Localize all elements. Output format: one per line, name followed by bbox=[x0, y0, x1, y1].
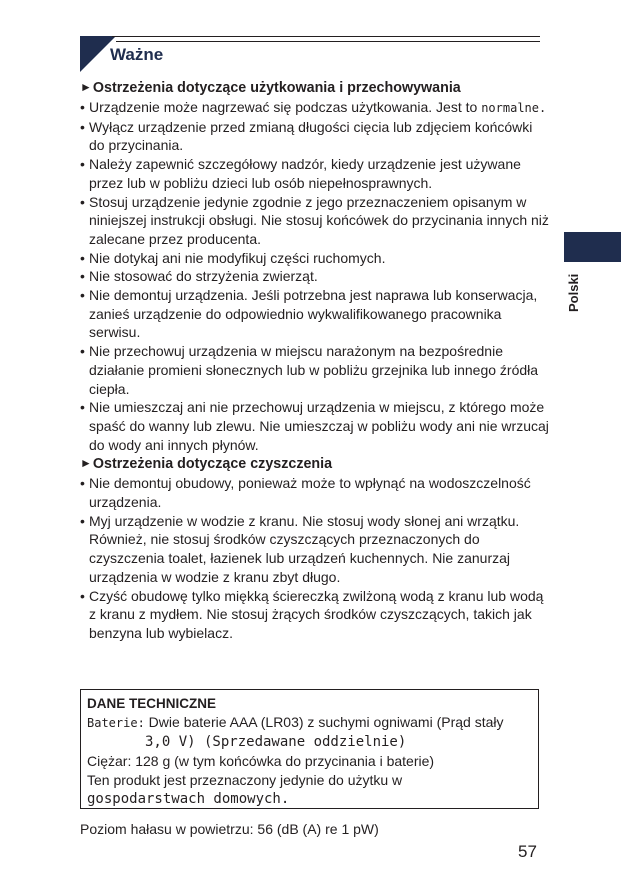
noise-level: Poziom hałasu w powietrzu: 56 (dB (A) re 1 pW) bbox=[80, 821, 379, 837]
list-item: • Nie stosować do strzyżenia zwierząt. bbox=[80, 267, 550, 286]
specs-battery-cont: 3,0 V) (Sprzedawane oddzielnie) bbox=[145, 734, 407, 750]
section-heading-text: Ostrzeżenia dotyczące czyszczenia bbox=[92, 456, 333, 473]
list-item: • Nie demontuj urządzenia. Jeśli potrzebna jest naprawa lub konserwacja, zanieś urządzenie do odpowiednio wykwalifikowanego pracownika serwisu. bbox=[80, 286, 550, 342]
specs-battery-value: Dwie baterie AAA (LR03) z suchymi ogniwami (Prąd stały bbox=[144, 714, 504, 730]
list-item: • Nie umieszczaj ani nie przechowuj urządzenia w miejscu, z którego może spaść do wanny lub zlewu. Nie umieszczaj w pobliżu wody ani nie wrzucaj do wody ani innych płynów. bbox=[80, 398, 550, 454]
list-item bbox=[80, 98, 550, 118]
list-item: • Stosuj urządzenie jedynie zgodnie z jego przeznaczeniem opisanym w niniejszej instrukcji obsługi. Nie stosuj końcówek do przycinania innych niż zalecane przez producenta. bbox=[80, 193, 550, 249]
list-item: • Należy zapewnić szczegółowy nadzór, kiedy urządzenie jest używane przez lub w pobliżu dzieci lub osób niepełnosprawnych. bbox=[80, 155, 550, 192]
list-item: • Wyłącz urządzenie przed zmianą długości cięcia lub zdjęciem końcówki do przycinania. bbox=[80, 118, 550, 155]
page-number: 57 bbox=[518, 842, 537, 861]
list-item: • Myj urządzenie w wodzie z kranu. Nie stosuj wody słonej ani wrzątku. Również, nie stosuj środków czyszczących przeznaczonych do czyszczenia toalet, łazienek lub urządzeń kuchennych. Nie zanurzaj urządzenia w wodzie z kranu zbyt długo. bbox=[80, 512, 550, 587]
list-item-text: Urządzenie może nagrzewać się podczas użytkowania. Jest to bbox=[89, 99, 482, 115]
page-title: Ważne bbox=[110, 45, 164, 64]
section-heading-cleaning bbox=[80, 454, 550, 474]
section-heading-usage bbox=[80, 78, 550, 98]
specs-battery-label: Baterie: bbox=[87, 716, 145, 730]
specs-battery bbox=[87, 713, 532, 733]
list-item: • Nie przechowuj urządzenia w miejscu narażonym na bezpośrednie działanie promieni słonecznych lub w pobliżu grzejnika lub innego źródła ciepła. bbox=[80, 342, 550, 398]
language-tab-marker bbox=[564, 232, 621, 262]
list-item: • Nie demontuj obudowy, ponieważ może to wpłynąć na wodoszczelność urządzenia. bbox=[80, 474, 550, 511]
usage-warning-list bbox=[80, 98, 550, 454]
list-item-text-tail: normalne. bbox=[481, 101, 547, 115]
language-label: Polski bbox=[566, 273, 581, 312]
specs-title: DANE TECHNICZNE bbox=[87, 696, 217, 711]
cleaning-warning-list bbox=[80, 474, 550, 642]
list-item: • Nie dotykaj ani nie modyfikuj części ruchomych. bbox=[80, 249, 550, 268]
header-rule-top bbox=[112, 36, 540, 37]
specs-usage-line1: Ten produkt jest przeznaczony jedynie do użytku w bbox=[87, 772, 403, 788]
warnings-content bbox=[80, 78, 550, 643]
specs-weight: Ciężar: 128 g (w tym końcówka do przycinania i baterie) bbox=[87, 753, 435, 769]
triangle-right-icon: ► bbox=[80, 80, 92, 94]
technical-specs-box bbox=[80, 689, 539, 809]
section-heading-text: Ostrzeżenia dotyczące użytkowania i przechowywania bbox=[92, 80, 461, 96]
header-rule-bottom bbox=[116, 41, 540, 42]
list-item: • Czyść obudowę tylko miękką ściereczką zwilżoną wodą z kranu lub wodą z kranu z mydłem. Nie stosuj żrących środków czyszczących, takich jak benzyna lub wybielacz. bbox=[80, 587, 550, 643]
triangle-right-icon: ► bbox=[80, 456, 92, 471]
specs-usage-line2: gospodarstwach domowych. bbox=[87, 791, 290, 807]
